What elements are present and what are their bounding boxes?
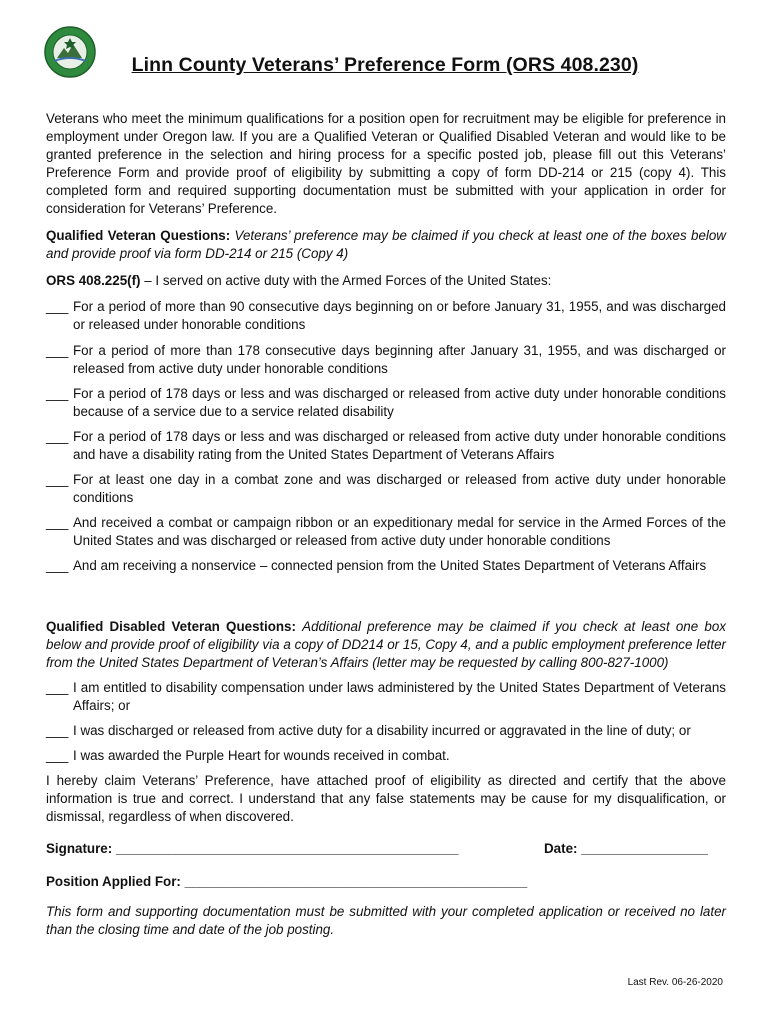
checkbox-blank[interactable]: ___ <box>46 558 69 573</box>
qualified-veteran-section <box>46 227 726 263</box>
date-line[interactable]: _________________ <box>581 841 708 856</box>
option-text: For at least one day in a combat zone and was discharged or released from active duty under honorable conditions <box>73 472 726 505</box>
option-6[interactable] <box>46 514 726 550</box>
checkbox-blank[interactable]: ___ <box>46 515 69 530</box>
certification-paragraph: I hereby claim Veterans’ Preference, have attached proof of eligibility as directed and certify that the above information is true and correct. I understand that any false statements may be cause for my disqualification, or dismissal, regardless of when discovered. <box>46 773 726 824</box>
position-row <box>46 873 527 891</box>
checkbox-blank[interactable]: ___ <box>46 723 69 738</box>
option-text: I was awarded the Purple Heart for wounds received in combat. <box>73 748 450 763</box>
checkbox-blank[interactable]: ___ <box>46 386 69 401</box>
date-label: Date: <box>544 841 578 856</box>
checkbox-blank[interactable]: ___ <box>46 343 69 358</box>
option-text: For a period of more than 178 consecutive days beginning after January 31, 1955, and was discharged or released from active duty under honorable conditions <box>73 343 726 376</box>
closing-note: This form and supporting documentation must be submitted with your completed application or received no later than the closing time and date of the job posting. <box>46 904 726 937</box>
intro-paragraph: Veterans who meet the minimum qualifications for a position open for recruitment may be eligible for preference in employment under Oregon law. If you are a Qualified Veteran or Qualified Disabled Veteran and would like to be granted preference in the selection and hiring process for a specific posted job, please fill out this Veterans’ Preference Form and provide proof of eligibility by submitting a copy of form DD-214 or 215 (copy 4). This completed form and required supporting documentation must be submitted with your application in order for consideration for Veterans’ Preference. <box>46 111 726 216</box>
checkbox-blank[interactable]: ___ <box>46 429 69 444</box>
option-text: And am receiving a nonservice – connected pension from the United States Department of Veterans Affairs <box>73 558 707 573</box>
checkbox-blank[interactable]: ___ <box>46 748 69 763</box>
option-5[interactable] <box>46 471 726 507</box>
option-2[interactable] <box>46 342 726 378</box>
ors-label: ORS 408.225(f) <box>46 273 141 288</box>
signature-label: Signature: <box>46 841 113 856</box>
option-text: For a period of more than 90 consecutive days beginning on or before January 31, 1955, and was discharged or released under honorable conditions <box>73 299 726 332</box>
checkbox-blank[interactable]: ___ <box>46 680 69 695</box>
date-field <box>544 840 708 858</box>
option-text: For a period of 178 days or less and was discharged or released from active duty under honorable conditions and have a disability rating from the United States Department of Veterans Affairs <box>73 429 726 462</box>
disabled-option-2[interactable] <box>46 722 726 740</box>
revision-footer: Last Rev. 06-26-2020 <box>627 977 723 988</box>
qualified-heading: Qualified Veteran Questions: <box>46 228 231 243</box>
disabled-veteran-section <box>46 618 726 672</box>
qualified-instruction: Veterans’ preference may be claimed if you check at least one of the boxes below and provide proof via form DD-214 or 215 (Copy 4) <box>46 228 726 261</box>
ors-text: – I served on active duty with the Armed Forces of the United States: <box>140 273 552 288</box>
option-text: For a period of 178 days or less and was discharged or released from active duty under honorable conditions because of a service due to a service related disability <box>73 386 726 419</box>
ors-statement <box>46 272 726 290</box>
option-text: I was discharged or released from active duty for a disability incurred or aggravated in the line of duty; or <box>73 723 691 738</box>
checkbox-blank[interactable]: ___ <box>46 472 69 487</box>
position-line[interactable]: ______________________________________________ <box>184 874 528 889</box>
option-4[interactable] <box>46 428 726 464</box>
page-title: Linn County Veterans’ Preference Form (ORS 408.230) <box>131 54 639 76</box>
checkbox-blank[interactable]: ___ <box>46 299 69 314</box>
option-7[interactable] <box>46 557 726 575</box>
disabled-option-3[interactable] <box>46 747 726 765</box>
disabled-instruction: Additional preference may be claimed if you check at least one box below and provide proof of eligibility via a copy of DD214 or 15, Copy 4, and a public employment preference letter from the United States Department of Veteran’s Affairs (letter may be requested by calling 800-827-1000) <box>46 619 726 670</box>
position-label: Position Applied For: <box>46 874 181 889</box>
disabled-option-1[interactable] <box>46 679 726 715</box>
disabled-heading: Qualified Disabled Veteran Questions: <box>46 619 296 634</box>
option-3[interactable] <box>46 385 726 421</box>
signature-row <box>46 840 726 858</box>
option-text: I am entitled to disability compensation under laws administered by the United States Department of Veterans Affairs; or <box>73 680 726 713</box>
option-1[interactable] <box>46 298 726 334</box>
signature-line[interactable]: ______________________________________________ <box>115 841 459 856</box>
option-text: And received a combat or campaign ribbon or an expeditionary medal for service in the Armed Forces of the United States and was discharged or released from active duty under honorable conditions <box>73 515 726 548</box>
